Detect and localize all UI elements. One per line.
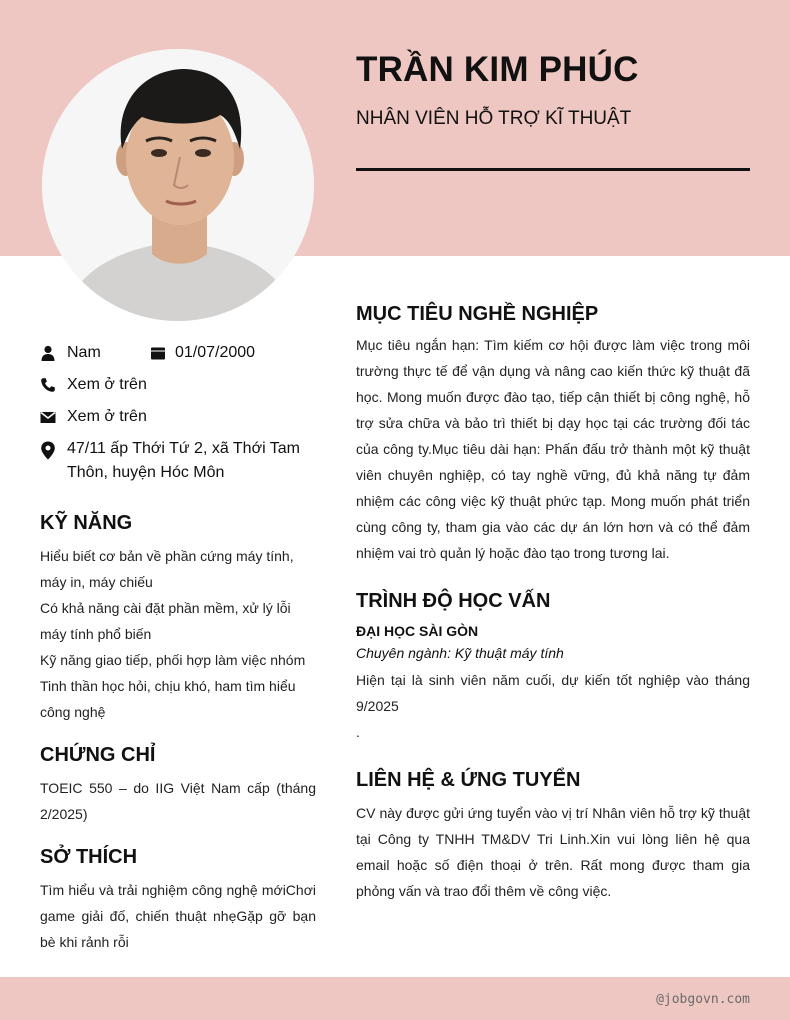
email-icon xyxy=(40,409,56,425)
skills-heading: KỸ NĂNG xyxy=(40,512,133,534)
calendar-icon xyxy=(150,345,166,361)
skill-item: Kỹ năng giao tiếp, phối hợp làm việc nhóm xyxy=(40,652,306,668)
objective-heading: MỤC TIÊU NGHỀ NGHIỆP xyxy=(356,303,599,325)
candidate-name: TRẦN KIM PHÚC xyxy=(356,50,639,89)
person-icon xyxy=(40,345,56,361)
birthdate-value: 01/07/2000 xyxy=(175,344,256,361)
watermark: @jobgovn.com xyxy=(656,992,750,1007)
location-pin-icon xyxy=(40,441,56,460)
hobbies-text: Tìm hiểu và trải nghiệm công nghệ mớiChơi game giải đố, chiến thuật nhẹGặp gỡ bạn bè khi rảnh rỗi xyxy=(40,882,316,950)
phone-value: Xem ở trên xyxy=(67,376,147,393)
title-divider xyxy=(356,168,750,171)
job-title: NHÂN VIÊN HỖ TRỢ KĨ THUẬT xyxy=(356,108,632,129)
skill-item: Tinh thần học hỏi, chịu khó, ham tìm hiểu công nghệ xyxy=(40,678,296,720)
major: Chuyên ngành: Kỹ thuật máy tính xyxy=(356,645,564,661)
education-note: . xyxy=(356,724,360,740)
phone-icon xyxy=(40,377,56,393)
education-heading: TRÌNH ĐỘ HỌC VẤN xyxy=(356,590,551,612)
skills-list xyxy=(40,543,316,725)
hobbies-heading: SỞ THÍCH xyxy=(40,846,138,868)
portrait-image xyxy=(42,49,314,321)
certificates-heading: CHỨNG CHỈ xyxy=(40,744,156,766)
contact-heading: LIÊN HỆ & ỨNG TUYỂN xyxy=(356,769,581,791)
address-value: 47/11 ấp Thới Tứ 2, xã Thới Tam Thôn, huyện Hóc Môn xyxy=(67,440,300,481)
education-description: Hiện tại là sinh viên năm cuối, dự kiến tốt nghiệp vào tháng 9/2025 xyxy=(356,672,750,714)
gender-value: Nam xyxy=(67,344,101,361)
skill-item: Hiểu biết cơ bản về phần cứng máy tính, máy in, máy chiếu xyxy=(40,548,294,590)
certificates-text: TOEIC 550 – do IIG Việt Nam cấp (tháng 2/2025) xyxy=(40,780,316,822)
profile-photo xyxy=(42,49,314,321)
objective-text: Mục tiêu ngắn hạn: Tìm kiếm cơ hội được làm việc trong môi trường thực tế để vận dụng và nâng cao kiến thức kỹ thuật đã học. Mong muốn được đào tạo, tiếp cận thiết bị công nghệ, hỗ trợ sửa chữa và bảo trì thiết bị dạy học tại các trường đối tác của công ty.Mục tiêu dài hạn: Phấn đấu trở thành một kỹ thuật viên chuyên nghiệp, có tay nghề vững, đủ khả năng tự đảm nhiệm các công việc kỹ thuật phức tạp. Mong muốn phát triển cùng công ty, tham gia vào các dự án lớn hơn và có thể đảm nhiệm vai trò quản lý hoặc đào tạo trong tương lai. xyxy=(356,337,750,561)
email-value: Xem ở trên xyxy=(67,408,147,425)
contact-text: CV này được gửi ứng tuyển vào vị trí Nhân viên hỗ trợ kỹ thuật tại Công ty TNHH TM&DV Tri Linh.Xin vui lòng liên hệ qua email hoặc số điện thoại ở trên. Rất mong được tham gia phỏng vấn và trao đổi thêm về công việc. xyxy=(356,805,750,899)
skill-item: Có khả năng cài đặt phần mềm, xử lý lỗi máy tính phổ biến xyxy=(40,600,291,642)
school-name: ĐẠI HỌC SÀI GÒN xyxy=(356,623,479,639)
